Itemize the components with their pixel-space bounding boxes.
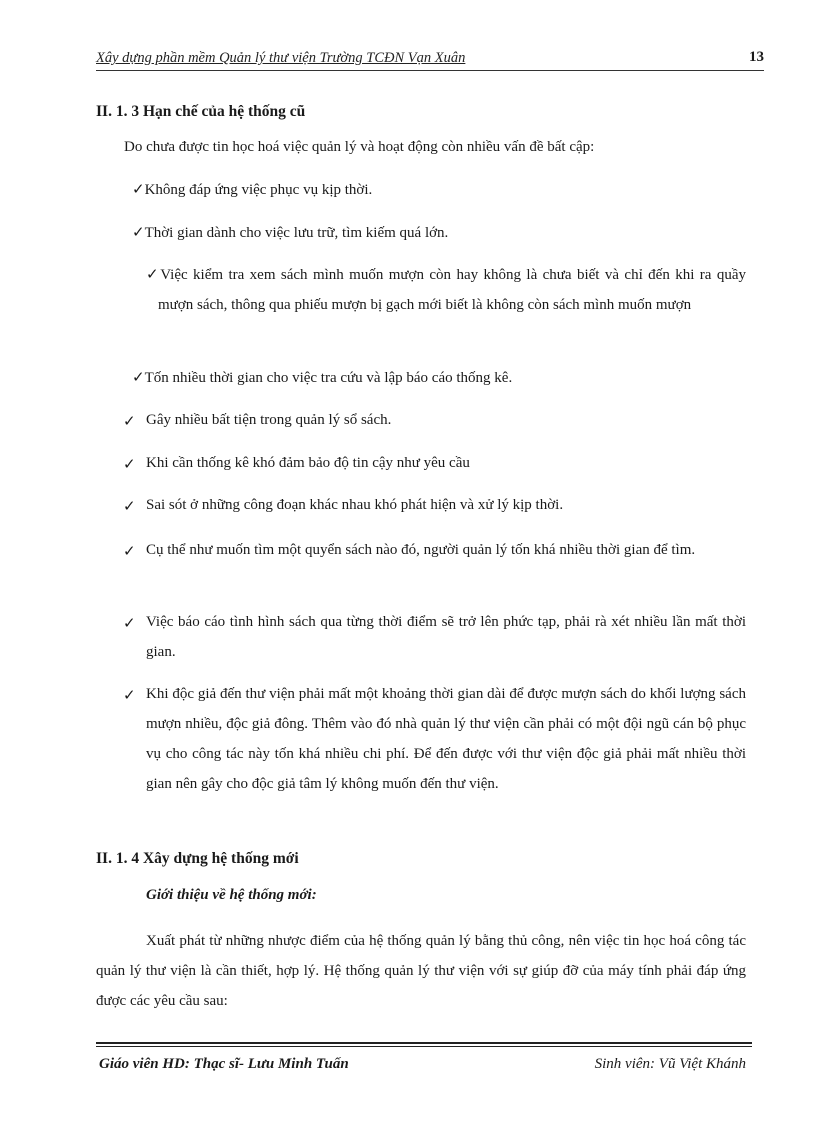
check-icon: ✓ (123, 616, 136, 632)
check-icon: ✓ (123, 544, 136, 560)
check-icon: ✓ (123, 414, 136, 430)
footer-teacher: Giáo viên HD: Thạc sĩ- Lưu Minh Tuấn (99, 1056, 349, 1072)
list-item (132, 363, 732, 393)
check-icon: ✓ (123, 499, 136, 515)
section-heading-new-system: II. 1. 4 Xây dựng hệ thống mới (96, 850, 299, 867)
header-divider (96, 70, 764, 71)
check-icon: ✓ (132, 370, 145, 386)
check-icon: ✓ (123, 457, 136, 473)
list-item (132, 218, 732, 248)
header-title: Xây dựng phần mềm Quản lý thư viện Trường TCĐN Vạn Xuân (96, 50, 466, 66)
list-item (132, 175, 732, 205)
section-intro: Do chưa được tin học hoá việc quản lý và hoạt động còn nhiều vấn đề bất cập: (124, 139, 595, 155)
page-header (96, 48, 764, 70)
list-item-text: Tốn nhiều thời gian cho việc tra cứu và lập báo cáo thống kê. (144, 370, 513, 386)
list-item (132, 260, 746, 320)
list-item: Khi độc giả đến thư viện phải mất một khoảng thời gian dài để được mượn sách do khối lượng sách mượn nhiều, độc giả đông. Thêm vào đó nhà quản lý thư viện cần phải có một đội ngũ cán bộ phục vụ cho công tác này tốn khá nhiều chi phí. Để đến được với thư viện độc giả phải mất nhiều thời gian nên gây cho độc giả tâm lý không muốn đến thư viện. (146, 686, 746, 792)
check-icon: ✓ (123, 688, 136, 704)
check-icon: ✓ (132, 182, 145, 198)
check-icon: ✓ (146, 267, 161, 283)
section-heading-limitations: II. 1. 3 Hạn chế của hệ thống cũ (96, 103, 306, 120)
check-icon: ✓ (132, 225, 145, 241)
footer-divider-thin (96, 1046, 752, 1047)
list-item: Sai sót ở những công đoạn khác nhau khó phát hiện và xử lý kịp thời. (146, 497, 564, 513)
page-number: 13 (749, 49, 764, 65)
list-item-text: Thời gian dành cho việc lưu trữ, tìm kiếm quá lớn. (144, 225, 449, 241)
list-item: Cụ thể như muốn tìm một quyển sách nào đó, người quản lý tốn khá nhiều thời gian để tìm. (146, 542, 696, 558)
list-item-text: Không đáp ứng việc phục vụ kịp thời. (144, 182, 373, 198)
list-item: Khi cần thống kê khó đảm bảo độ tin cậy như yêu cầu (146, 455, 470, 471)
list-item-text: Việc kiểm tra xem sách mình muốn mượn còn hay không là chưa biết và chỉ đến khi ra quầy mượn sách, thông qua phiếu mượn bị gạch mới biết là không còn sách mình muốn mượn (158, 267, 746, 313)
list-item: Việc báo cáo tình hình sách qua từng thời điểm sẽ trở lên phức tạp, phải rà xét nhiều lần mất thời gian. (146, 614, 746, 660)
list-item: Gây nhiều bất tiện trong quản lý sổ sách. (146, 412, 392, 428)
footer-student: Sinh viên: Vũ Việt Khánh (594, 1056, 746, 1072)
section-subheading: Giới thiệu về hệ thống mới: (146, 887, 317, 903)
footer-divider (96, 1042, 752, 1044)
section-paragraph: Xuất phát từ những nhược điểm của hệ thống quản lý bằng thủ công, nên việc tin học hoá công tác quản lý thư viện là cần thiết, hợp lý. Hệ thống quản lý thư viện với sự giúp đỡ của máy tính phải đáp ứng được các yêu cầu sau: (96, 933, 746, 1009)
